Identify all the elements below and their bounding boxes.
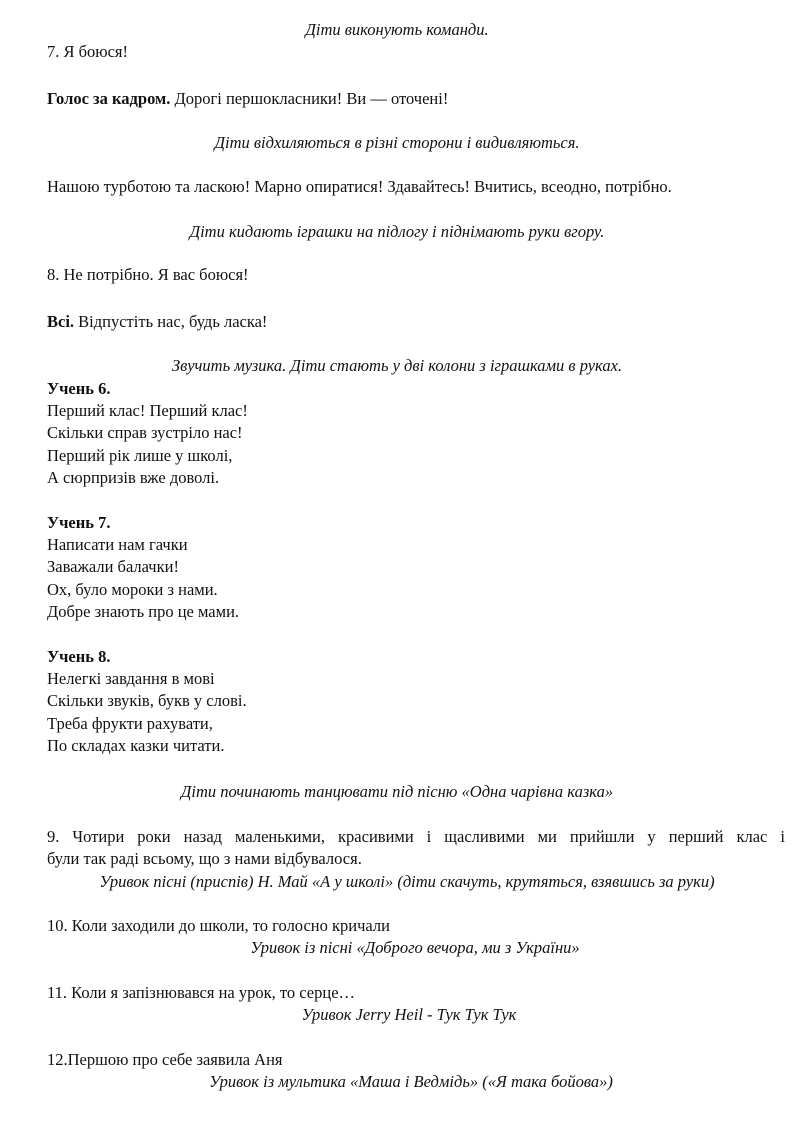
line-9-part-2: були так раді всьому, що з нами відбувалося.	[47, 849, 362, 868]
stage-direction: Діти кидають іграшки на підлогу і піднімають руки вгору.	[189, 222, 605, 241]
poem-line: Добре знають про це мами.	[47, 602, 240, 621]
stage-direction: Діти відхиляються в різні сторони і видивляються.	[214, 133, 580, 152]
all-line	[47, 312, 267, 332]
stage-direction: Діти виконують команди.	[305, 20, 489, 39]
line-8: 8. Не потрібно. Я вас боюся!	[47, 265, 249, 284]
poem-line: Заважали балачки!	[47, 557, 179, 576]
song-excerpt: Уривок із пісні «Доброго вечора, ми з України»	[250, 938, 580, 957]
stage-direction: Звучить музика. Діти стають у дві колони з іграшками в руках.	[171, 356, 623, 375]
poem-line: Нелегкі завдання в мові	[47, 669, 215, 688]
line-9-part-1: 9. Чотири роки назад маленькими, красивими і щасливими ми прийшли у перший клас і	[47, 827, 785, 846]
voice-over-continued: Нашою турботою та ласкою! Марно опиратися! Здавайтесь! Вчитись, всеодно, потрібно.	[47, 177, 672, 196]
student-7-heading: Учень 7.	[47, 513, 111, 532]
student-6-heading: Учень 6.	[47, 379, 111, 398]
speech-text: Дорогі першокласники! Ви — оточені!	[170, 89, 449, 108]
line-12: 12.Першою про себе заявила Аня	[47, 1050, 283, 1069]
poem-line: По складах казки читати.	[47, 736, 225, 755]
poem-line: Ох, було мороки з нами.	[47, 580, 218, 599]
student-8-heading: Учень 8.	[47, 647, 111, 666]
poem-line: А сюрпризів вже доволі.	[47, 468, 220, 487]
speaker-name: Всі.	[47, 312, 75, 331]
voice-over-line	[47, 89, 448, 109]
line-11: 11. Коли я запізнювався на урок, то серце…	[47, 983, 356, 1002]
song-excerpt: Уривок пісні (приспів) Н. Май «А у школі» (діти скачуть, крутяться, взявшись за руки)	[99, 872, 715, 891]
stage-direction: Діти починають танцювати під пісню «Одна чарівна казка»	[180, 782, 614, 801]
song-excerpt: Уривок Jerry Heil - Тук Тук Тук	[301, 1005, 517, 1024]
line-10: 10. Коли заходили до школи, то голосно кричали	[47, 916, 390, 935]
poem-line: Написати нам гачки	[47, 535, 188, 554]
poem-line: Скільки справ зустріло нас!	[47, 423, 243, 442]
poem-line: Скільки звуків, букв у слові.	[47, 691, 247, 710]
speech-text: Відпустіть нас, будь ласка!	[74, 312, 268, 331]
speaker-name: Голос за кадром.	[47, 89, 171, 108]
poem-line: Перший рік лише у школі,	[47, 446, 233, 465]
poem-line: Треба фрукти рахувати,	[47, 714, 213, 733]
poem-line: Перший клас! Перший клас!	[47, 401, 248, 420]
line-7: 7. Я боюся!	[47, 42, 129, 61]
cartoon-excerpt: Уривок із мультика «Маша і Ведмідь» («Я така бойова»)	[209, 1072, 613, 1091]
